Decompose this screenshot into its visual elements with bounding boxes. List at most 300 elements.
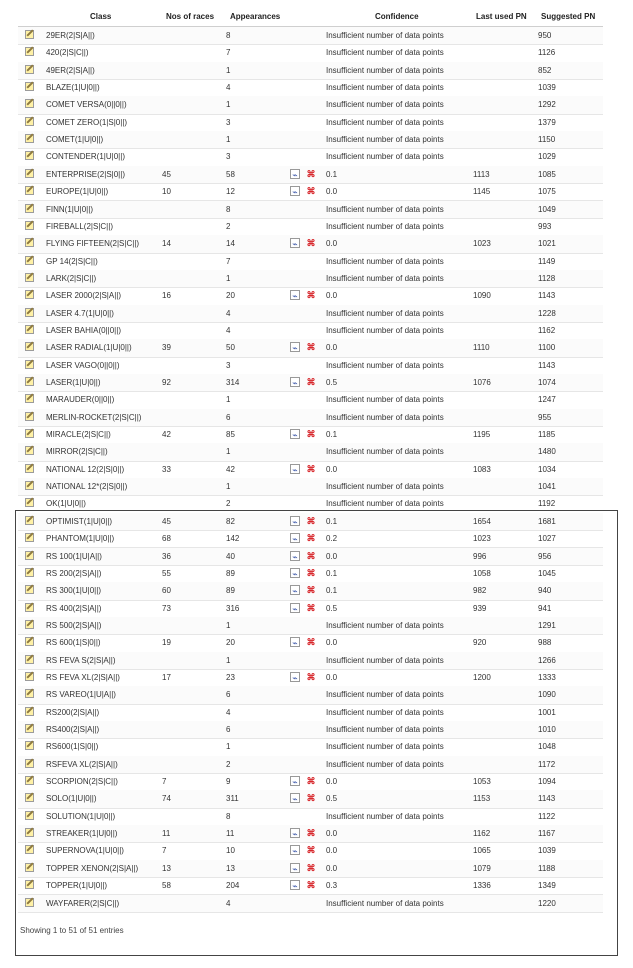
appearances-cell: 20 xyxy=(226,638,235,648)
chart-icon[interactable]: ⌁ xyxy=(290,863,300,873)
edit-icon[interactable] xyxy=(25,498,34,507)
pdf-icon[interactable]: ⌘ xyxy=(306,637,316,648)
suggested-cell: 1292 xyxy=(538,100,556,110)
chart-icon[interactable]: ⌁ xyxy=(290,238,300,248)
pdf-icon[interactable]: ⌘ xyxy=(306,186,316,197)
table-row[interactable] xyxy=(18,166,603,184)
chart-icon[interactable]: ⌁ xyxy=(290,637,300,647)
confidence-cell: Insufficient number of data points xyxy=(326,482,444,492)
table-row[interactable] xyxy=(18,235,603,253)
table-row[interactable] xyxy=(18,600,603,618)
appearances-cell: 2 xyxy=(226,499,231,509)
table-row[interactable] xyxy=(18,704,603,722)
last-used-cell: 1153 xyxy=(473,794,491,804)
class-cell: GP 14(2|S|C||) xyxy=(46,256,98,266)
appearances-cell: 8 xyxy=(226,31,231,40)
table-row[interactable] xyxy=(18,877,603,895)
table-row[interactable] xyxy=(18,825,603,843)
races-cell: 58 xyxy=(162,881,171,891)
edit-icon[interactable] xyxy=(25,134,34,143)
chart-icon[interactable]: ⌁ xyxy=(290,672,300,682)
table-row[interactable] xyxy=(18,478,603,496)
last-used-cell: 939 xyxy=(473,603,487,613)
confidence-cell: Insufficient number of data points xyxy=(326,447,444,457)
races-cell: 55 xyxy=(162,568,171,578)
pdf-icon[interactable]: ⌘ xyxy=(306,168,316,179)
appearances-cell: 1 xyxy=(226,482,231,492)
appearances-cell: 12 xyxy=(226,187,235,197)
confidence-cell: 0.0 xyxy=(326,638,338,648)
table-row[interactable] xyxy=(18,808,603,826)
last-used-cell: 1195 xyxy=(473,430,491,440)
confidence-cell: 0.0 xyxy=(326,777,338,787)
header-confidence[interactable]: Confidence xyxy=(375,12,419,21)
table-row[interactable] xyxy=(18,582,603,600)
chart-icon[interactable]: ⌁ xyxy=(290,169,300,179)
pdf-icon[interactable]: ⌘ xyxy=(306,880,316,891)
table-row[interactable] xyxy=(18,270,603,288)
suggested-cell: 1021 xyxy=(538,239,556,249)
edit-icon[interactable] xyxy=(25,845,34,854)
table-row[interactable] xyxy=(18,374,603,392)
appearances-cell: 316 xyxy=(226,603,240,613)
chart-icon[interactable]: ⌁ xyxy=(290,516,300,526)
appearances-cell: 58 xyxy=(226,169,235,179)
header-class[interactable]: Class xyxy=(90,12,112,21)
suggested-cell: 1122 xyxy=(538,811,556,821)
class-cell: EUROPE(1|U|0||) xyxy=(46,187,109,197)
pdf-icon[interactable]: ⌘ xyxy=(306,793,316,804)
edit-icon[interactable] xyxy=(25,741,34,750)
table-row[interactable] xyxy=(18,495,603,513)
suggested-cell: 1048 xyxy=(538,742,556,752)
edit-icon[interactable] xyxy=(25,655,34,664)
table-row[interactable] xyxy=(18,409,603,427)
class-cell: ENTERPRISE(2|S|0||) xyxy=(46,169,125,179)
header-appearances[interactable]: Appearances xyxy=(230,12,281,21)
table-row[interactable] xyxy=(18,617,603,635)
confidence-cell: 0.0 xyxy=(326,343,338,353)
last-used-cell: 1162 xyxy=(473,829,491,839)
edit-icon[interactable] xyxy=(25,47,34,56)
edit-icon[interactable] xyxy=(25,446,34,455)
edit-icon[interactable] xyxy=(25,759,34,768)
pdf-icon[interactable]: ⌘ xyxy=(306,585,316,596)
table-row[interactable] xyxy=(18,669,603,687)
edit-icon[interactable] xyxy=(25,30,34,39)
edit-icon[interactable] xyxy=(25,464,34,473)
class-cell: NATIONAL 12*(2|S|0||) xyxy=(46,482,128,492)
races-cell: 45 xyxy=(162,169,171,179)
table-row[interactable] xyxy=(18,148,603,166)
table-row[interactable] xyxy=(18,426,603,444)
chart-icon[interactable]: ⌁ xyxy=(290,186,300,196)
confidence-cell: 0.1 xyxy=(326,516,338,526)
edit-icon[interactable] xyxy=(25,412,34,421)
appearances-cell: 9 xyxy=(226,777,231,787)
appearances-cell: 1 xyxy=(226,655,231,665)
last-used-cell: 920 xyxy=(473,638,487,648)
table-row[interactable] xyxy=(18,305,603,323)
edit-icon[interactable] xyxy=(25,724,34,733)
edit-icon[interactable] xyxy=(25,82,34,91)
class-cell: MIRROR(2|S|C||) xyxy=(46,447,108,457)
appearances-cell: 89 xyxy=(226,568,235,578)
class-cell: WAYFARER(2|S|C||) xyxy=(46,898,120,908)
edit-icon[interactable] xyxy=(25,65,34,74)
edit-icon[interactable] xyxy=(25,394,34,403)
last-used-cell: 1654 xyxy=(473,516,491,526)
confidence-cell: Insufficient number of data points xyxy=(326,725,444,734)
confidence-cell: Insufficient number of data points xyxy=(326,759,444,769)
appearances-cell: 4 xyxy=(226,707,231,717)
class-cell: MARAUDER(0||0||) xyxy=(46,395,115,405)
table-row[interactable] xyxy=(18,44,603,62)
edit-icon[interactable] xyxy=(25,516,34,525)
pdf-icon[interactable]: ⌘ xyxy=(306,602,316,613)
pdf-icon[interactable]: ⌘ xyxy=(306,776,316,787)
table-row[interactable] xyxy=(18,461,603,479)
confidence-cell: Insufficient number of data points xyxy=(326,898,444,908)
chart-icon[interactable]: ⌁ xyxy=(290,342,300,352)
appearances-cell: 23 xyxy=(226,672,235,682)
table-row[interactable] xyxy=(18,773,603,791)
suggested-cell: 1291 xyxy=(538,620,556,630)
chart-icon[interactable]: ⌁ xyxy=(290,880,300,890)
suggested-cell: 1150 xyxy=(538,135,556,145)
appearances-cell: 82 xyxy=(226,516,235,526)
edit-icon[interactable] xyxy=(25,273,34,282)
suggested-cell: 1001 xyxy=(538,707,556,717)
class-cell: RS 500(2|S|A||) xyxy=(46,620,102,630)
chart-icon[interactable]: ⌁ xyxy=(290,585,300,595)
edit-icon[interactable] xyxy=(25,256,34,265)
table-row[interactable] xyxy=(18,218,603,236)
class-cell: NATIONAL 12(2|S|0||) xyxy=(46,464,125,474)
chart-icon[interactable]: ⌁ xyxy=(290,533,300,543)
confidence-cell: Insufficient number of data points xyxy=(326,100,444,110)
last-used-cell: 982 xyxy=(473,586,487,596)
confidence-cell: Insufficient number of data points xyxy=(326,499,444,509)
confidence-cell: Insufficient number of data points xyxy=(326,117,444,127)
pdf-icon[interactable]: ⌘ xyxy=(306,567,316,578)
races-cell: 10 xyxy=(162,187,171,197)
races-cell: 7 xyxy=(162,777,167,787)
class-cell: TOPPER XENON(2|S|A||) xyxy=(46,863,139,873)
chart-icon[interactable]: ⌁ xyxy=(290,568,300,578)
table-row[interactable] xyxy=(18,131,603,149)
edit-icon[interactable] xyxy=(25,672,34,681)
confidence-cell: Insufficient number of data points xyxy=(326,325,444,335)
pdf-icon[interactable]: ⌘ xyxy=(306,515,316,526)
chart-icon[interactable]: ⌁ xyxy=(290,290,300,300)
appearances-cell: 40 xyxy=(226,551,235,561)
class-cell: LASER 4.7(1|U|0||) xyxy=(46,308,114,318)
suggested-cell: 1045 xyxy=(538,568,556,578)
header-suggested[interactable]: Suggested PN xyxy=(541,12,596,21)
edit-icon[interactable] xyxy=(25,620,34,629)
pdf-icon[interactable]: ⌘ xyxy=(306,671,316,682)
table-row[interactable] xyxy=(18,287,603,305)
edit-icon[interactable] xyxy=(25,342,34,351)
edit-icon[interactable] xyxy=(25,793,34,802)
table-row[interactable] xyxy=(18,27,603,45)
confidence-cell: 0.0 xyxy=(326,846,338,856)
pdf-icon[interactable]: ⌘ xyxy=(306,550,316,561)
last-used-cell: 996 xyxy=(473,551,487,561)
edit-icon[interactable] xyxy=(25,776,34,785)
races-cell: 14 xyxy=(162,239,171,249)
table-row[interactable] xyxy=(18,201,603,219)
table-row[interactable] xyxy=(18,652,603,670)
confidence-cell: Insufficient number of data points xyxy=(326,273,444,283)
last-used-cell: 1200 xyxy=(473,672,491,682)
table-row[interactable] xyxy=(18,322,603,340)
suggested-cell: 1349 xyxy=(538,881,556,891)
edit-icon[interactable] xyxy=(25,863,34,872)
pdf-icon[interactable]: ⌘ xyxy=(306,238,316,249)
table-row[interactable] xyxy=(18,530,603,548)
chart-icon[interactable]: ⌁ xyxy=(290,845,300,855)
table-row[interactable] xyxy=(18,183,603,201)
edit-icon[interactable] xyxy=(25,880,34,889)
races-cell: 60 xyxy=(162,586,171,596)
suggested-cell: 1185 xyxy=(538,430,556,440)
suggested-cell: 1681 xyxy=(538,516,556,526)
suggested-cell: 1228 xyxy=(538,308,556,318)
table-header xyxy=(0,8,633,26)
appearances-cell: 1 xyxy=(226,65,231,75)
edit-icon[interactable] xyxy=(25,238,34,247)
appearances-cell: 13 xyxy=(226,863,235,873)
confidence-cell: Insufficient number of data points xyxy=(326,360,444,370)
edit-icon[interactable] xyxy=(25,377,34,386)
class-cell: 49ER(2|S|A||) xyxy=(46,65,95,75)
suggested-cell: 1162 xyxy=(538,325,556,335)
class-cell: RS 100(1|U|A||) xyxy=(46,551,102,561)
table-row[interactable] xyxy=(18,860,603,878)
races-cell: 16 xyxy=(162,291,171,301)
chart-icon[interactable]: ⌁ xyxy=(290,793,300,803)
table-row[interactable] xyxy=(18,842,603,860)
confidence-cell: 0.3 xyxy=(326,881,338,891)
class-cell: SOLO(1|U|0||) xyxy=(46,794,97,804)
suggested-cell: 956 xyxy=(538,551,552,561)
class-cell: RS200(2|S|A||) xyxy=(46,707,100,717)
confidence-cell: 0.0 xyxy=(326,291,338,301)
chart-icon[interactable]: ⌁ xyxy=(290,828,300,838)
appearances-cell: 4 xyxy=(226,898,231,908)
chart-icon[interactable]: ⌁ xyxy=(290,551,300,561)
pdf-icon[interactable]: ⌘ xyxy=(306,377,316,387)
table-row[interactable] xyxy=(18,339,603,357)
confidence-cell: 0.0 xyxy=(326,863,338,873)
appearances-cell: 7 xyxy=(226,256,231,266)
last-used-cell: 1065 xyxy=(473,846,491,856)
edit-icon[interactable] xyxy=(25,689,34,698)
appearances-cell: 1 xyxy=(226,135,231,145)
confidence-cell: Insufficient number of data points xyxy=(326,707,444,717)
last-used-cell: 1145 xyxy=(473,187,491,197)
pdf-icon[interactable]: ⌘ xyxy=(306,342,316,353)
table-row[interactable] xyxy=(18,634,603,652)
edit-icon[interactable] xyxy=(25,186,34,195)
suggested-cell: 988 xyxy=(538,638,552,648)
suggested-cell: 940 xyxy=(538,586,552,596)
table-row[interactable] xyxy=(18,738,603,756)
races-cell: 39 xyxy=(162,343,171,353)
suggested-cell: 1172 xyxy=(538,759,556,769)
table-row[interactable] xyxy=(18,790,603,808)
chart-icon[interactable]: ⌁ xyxy=(290,776,300,786)
chart-icon[interactable]: ⌁ xyxy=(290,603,300,613)
edit-icon[interactable] xyxy=(25,169,34,178)
confidence-cell: Insufficient number of data points xyxy=(326,308,444,318)
confidence-cell: Insufficient number of data points xyxy=(326,655,444,665)
races-cell: 33 xyxy=(162,464,171,474)
appearances-cell: 1 xyxy=(226,620,231,630)
last-used-cell: 1336 xyxy=(473,881,491,891)
races-cell: 73 xyxy=(162,603,171,613)
suggested-cell: 1192 xyxy=(538,499,556,509)
last-used-cell: 1113 xyxy=(473,169,490,179)
suggested-cell: 1029 xyxy=(538,152,556,162)
suggested-cell: 1143 xyxy=(538,360,556,370)
pdf-icon[interactable]: ⌘ xyxy=(306,862,316,873)
pdf-icon[interactable]: ⌘ xyxy=(306,290,316,301)
edit-icon[interactable] xyxy=(25,707,34,716)
table-row[interactable] xyxy=(18,114,603,132)
confidence-cell: 0.5 xyxy=(326,603,338,613)
pdf-icon[interactable]: ⌘ xyxy=(306,533,316,544)
edit-icon[interactable] xyxy=(25,533,34,542)
edit-icon[interactable] xyxy=(25,151,34,160)
suggested-cell: 1379 xyxy=(538,117,556,127)
last-used-cell: 1023 xyxy=(473,534,491,544)
class-cell: COMET ZERO(1|S|0||) xyxy=(46,117,128,127)
class-cell: BLAZE(1|U|0||) xyxy=(46,83,100,93)
confidence-cell: 0.5 xyxy=(326,378,338,387)
table-row[interactable] xyxy=(18,443,603,461)
table-row[interactable] xyxy=(18,895,603,913)
edit-icon[interactable] xyxy=(25,603,34,612)
suggested-cell: 1100 xyxy=(538,343,556,353)
edit-icon[interactable] xyxy=(25,325,34,334)
chart-icon[interactable]: ⌁ xyxy=(290,377,300,387)
edit-icon[interactable] xyxy=(25,568,34,577)
edit-icon[interactable] xyxy=(25,204,34,213)
appearances-cell: 3 xyxy=(226,360,231,370)
screenshot-border-top xyxy=(15,510,618,511)
header-races[interactable]: Nos of races xyxy=(166,12,215,21)
edit-icon[interactable] xyxy=(25,290,34,299)
confidence-cell: Insufficient number of data points xyxy=(326,256,444,266)
suggested-cell: 941 xyxy=(538,603,552,613)
edit-icon[interactable] xyxy=(25,117,34,126)
appearances-cell: 2 xyxy=(226,759,231,769)
class-cell: LASER(1|U|0||) xyxy=(46,378,101,387)
confidence-cell: Insufficient number of data points xyxy=(326,620,444,630)
pdf-icon[interactable]: ⌘ xyxy=(306,845,316,856)
class-cell: RS400(2|S|A||) xyxy=(46,725,100,734)
appearances-cell: 42 xyxy=(226,464,235,474)
appearances-cell: 311 xyxy=(226,794,239,804)
races-cell: 11 xyxy=(162,829,171,839)
edit-icon[interactable] xyxy=(25,551,34,560)
pdf-icon[interactable]: ⌘ xyxy=(306,828,316,839)
races-cell: 92 xyxy=(162,378,171,387)
suggested-cell: 1188 xyxy=(538,863,556,873)
class-cell: STREAKER(1|U|0||) xyxy=(46,829,118,839)
pdf-icon[interactable]: ⌘ xyxy=(306,463,316,474)
edit-icon[interactable] xyxy=(25,637,34,646)
class-cell: SOLUTION(1|U|0||) xyxy=(46,811,116,821)
table-row[interactable] xyxy=(18,62,603,80)
suggested-cell: 1167 xyxy=(538,829,556,839)
class-cell: LASER 2000(2|S|A||) xyxy=(46,291,122,301)
suggested-cell: 1075 xyxy=(538,187,556,197)
suggested-cell: 1049 xyxy=(538,204,556,214)
table-row[interactable] xyxy=(18,565,603,583)
edit-icon[interactable] xyxy=(25,828,34,837)
class-cell: 420(2|S|C||) xyxy=(46,48,89,58)
table-row[interactable] xyxy=(18,548,603,566)
table-row[interactable] xyxy=(18,391,603,409)
table-row[interactable] xyxy=(18,756,603,774)
table-row[interactable] xyxy=(18,253,603,271)
confidence-cell: 0.5 xyxy=(326,794,338,804)
table-row[interactable] xyxy=(18,721,603,739)
chart-icon[interactable]: ⌁ xyxy=(290,429,300,439)
pdf-icon[interactable]: ⌘ xyxy=(306,429,316,440)
chart-icon[interactable]: ⌁ xyxy=(290,464,300,474)
edit-icon[interactable] xyxy=(25,429,34,438)
suggested-cell: 1039 xyxy=(538,846,556,856)
appearances-cell: 142 xyxy=(226,534,240,544)
appearances-cell: 2 xyxy=(226,221,231,231)
suggested-cell: 1034 xyxy=(538,464,556,474)
table-row[interactable] xyxy=(18,686,603,704)
table-row[interactable] xyxy=(18,79,603,97)
suggested-cell: 1074 xyxy=(538,378,556,387)
suggested-cell: 1480 xyxy=(538,447,556,457)
edit-icon[interactable] xyxy=(25,481,34,490)
table-row[interactable] xyxy=(18,357,603,375)
suggested-cell: 1041 xyxy=(538,482,556,492)
edit-icon[interactable] xyxy=(25,585,34,594)
suggested-cell: 1039 xyxy=(538,83,556,93)
races-cell: 68 xyxy=(162,534,171,544)
edit-icon[interactable] xyxy=(25,811,34,820)
edit-icon[interactable] xyxy=(25,308,34,317)
suggested-cell: 852 xyxy=(538,65,552,75)
suggested-cell: 1126 xyxy=(538,48,556,58)
class-cell: COMET(1|U|0||) xyxy=(46,135,104,145)
edit-icon[interactable] xyxy=(25,360,34,369)
table-row[interactable] xyxy=(18,513,603,531)
suggested-cell: 1128 xyxy=(538,273,556,283)
races-cell: 19 xyxy=(162,638,171,648)
confidence-cell: 0.0 xyxy=(326,187,338,197)
edit-icon[interactable] xyxy=(25,221,34,230)
edit-icon[interactable] xyxy=(25,99,34,108)
confidence-cell: Insufficient number of data points xyxy=(326,690,444,700)
races-cell: 7 xyxy=(162,846,167,856)
header-last-used[interactable]: Last used PN xyxy=(476,12,527,21)
confidence-cell: Insufficient number of data points xyxy=(326,395,444,405)
table-row[interactable] xyxy=(18,96,603,114)
edit-icon[interactable] xyxy=(25,898,34,907)
